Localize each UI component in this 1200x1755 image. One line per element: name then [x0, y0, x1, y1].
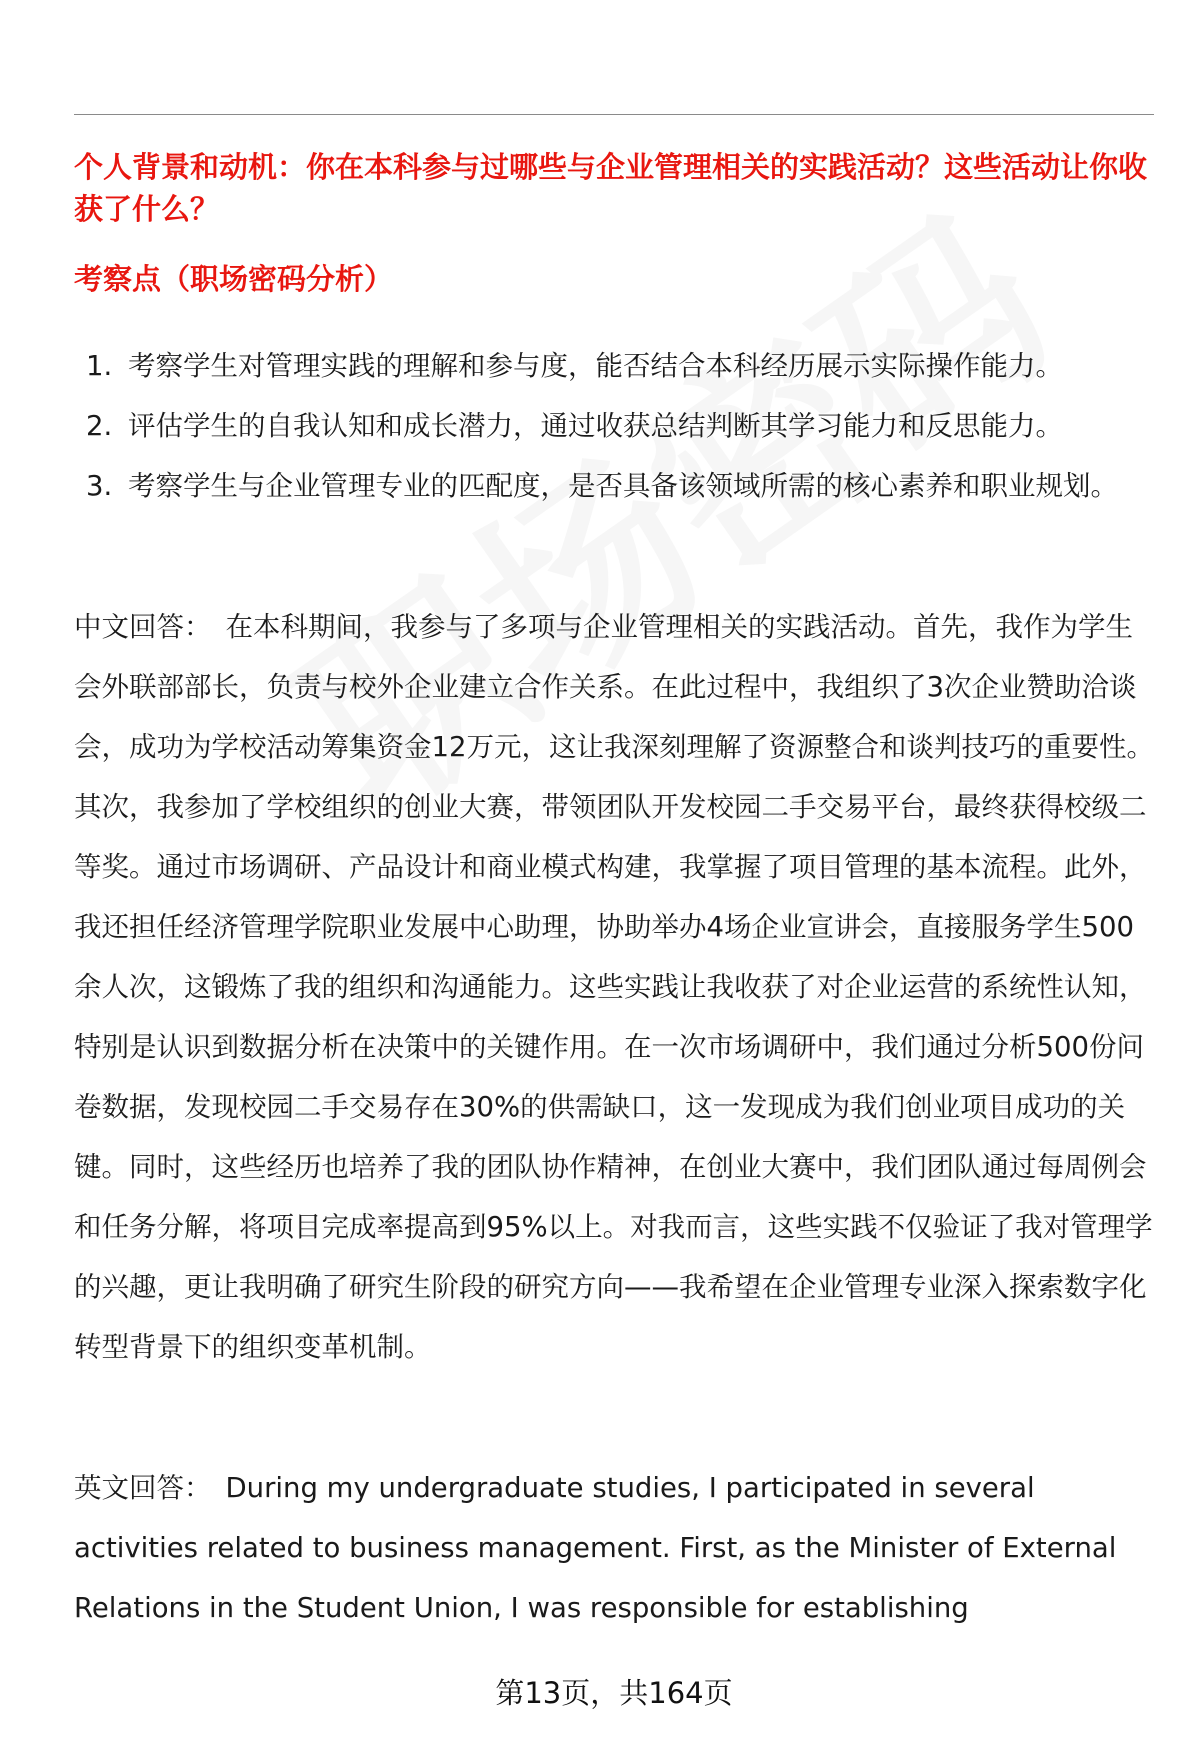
- chinese-answer-text: 在本科期间，我参与了多项与企业管理相关的实践活动。首先，我作为学生会外联部部长，负责与校外企业建立合作关系。在此过程中，我组织了3次企业赞助洽谈会，成功为学校活动筹集资金12万元，这让我深刻理解了资源整合和谈判技巧的重要性。其次，我参加了学校组织的创业大赛，带领团队开发校园二手交易平台，最终获得校级二等奖。通过市场调研、产品设计和商业模式构建，我掌握了项目管理的基本流程。此外，我还担任经济管理学院职业发展中心助理，协助举办4场企业宣讲会，直接服务学生500余人次，这锻炼了我的组织和沟通能力。这些实践让我收获了对企业运营的系统性认知，特别是认识到数据分析在决策中的关键作用。在一次市场调研中，我们通过分析500份问卷数据，发现校园二手交易存在30%的供需缺口，这一发现成为我们创业项目成功的关键。同时，这些经历也培养了我的团队协作精神，在创业大赛中，我们团队通过每周例会和任务分解，将项目完成率提高到95%以上。对我而言，这些实践不仅验证了我对管理学的兴趣，更让我明确了研究生阶段的研究方向——我希望在企业管理专业深入探索数字化转型背景下的组织变革机制。: [74, 611, 1154, 1363]
- list-item-number: 2.: [86, 410, 113, 442]
- question-heading: 个人背景和动机：你在本科参与过哪些与企业管理相关的实践活动？这些活动让你收获了什么？: [74, 150, 1148, 226]
- header-divider: [74, 114, 1154, 115]
- page-number: 第13页，共164页: [495, 1676, 733, 1710]
- document-page: [74, 0, 1154, 1755]
- english-answer-text: During my undergraduate studies, I participated in several activities related to business management. First, as the Minister of External Relations in the Student Union, I was responsible for establishing: [74, 1472, 1117, 1624]
- list-item-text: 评估学生的自我认知和成长潜力，通过收获总结判断其学习能力和反思能力。: [128, 410, 1063, 442]
- section-title: 考察点（职场密码分析）: [74, 262, 394, 296]
- chinese-answer-label: 中文回答：: [74, 611, 212, 643]
- list-item: [74, 336, 1154, 396]
- list-item: [74, 396, 1154, 456]
- list-item-text: 考察学生对管理实践的理解和参与度，能否结合本科经历展示实际操作能力。: [128, 350, 1063, 382]
- list-item-number: 3.: [86, 470, 113, 502]
- english-answer-label: 英文回答：: [74, 1472, 212, 1504]
- english-answer: [74, 1458, 1154, 1638]
- list-item: [74, 456, 1154, 516]
- list-item-number: 1.: [86, 350, 113, 382]
- assessment-points-list: [74, 336, 1154, 516]
- chinese-answer: [74, 597, 1154, 1377]
- list-item-text: 考察学生与企业管理专业的匹配度，是否具备该领域所需的核心素养和职业规划。: [128, 470, 1118, 502]
